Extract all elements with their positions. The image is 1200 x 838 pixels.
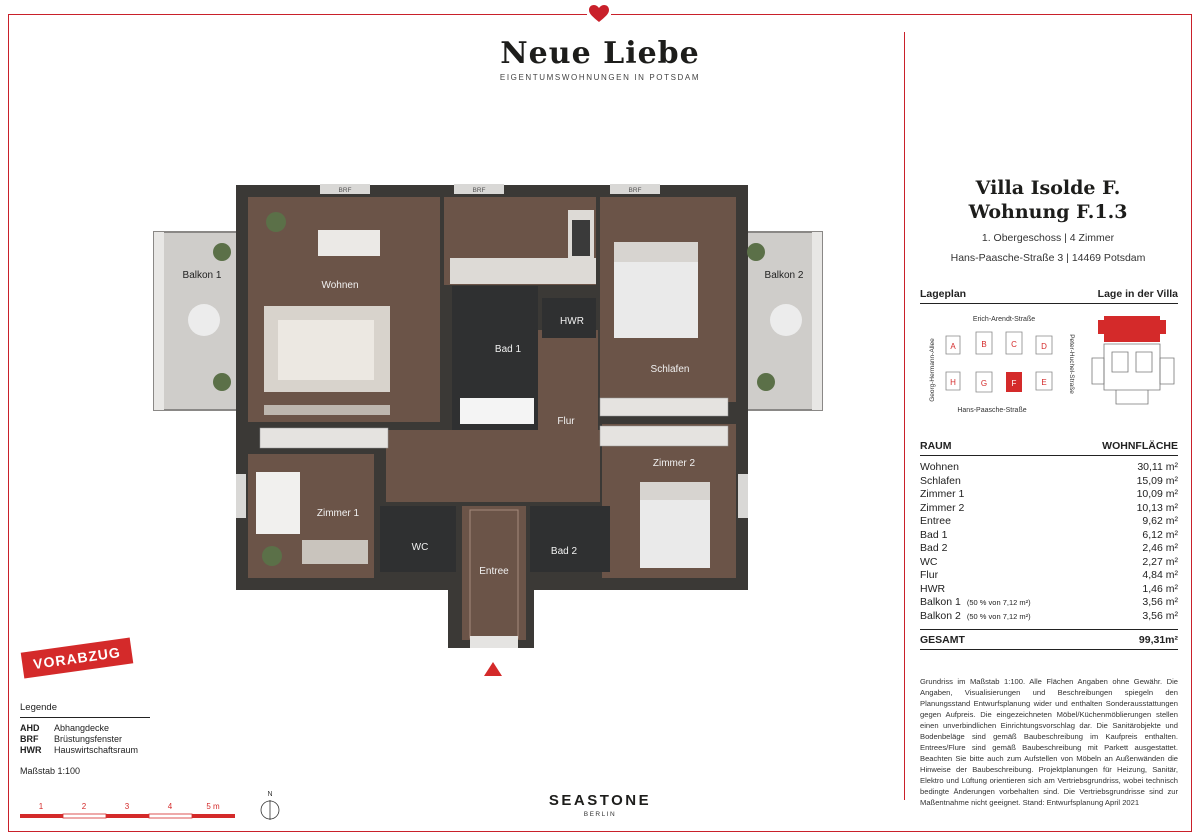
area-row	[920, 461, 1178, 475]
room-area: 15,09 m²	[1136, 474, 1178, 487]
room-name: Balkon 1	[920, 596, 961, 608]
room-label-zimmer2: Zimmer 2	[652, 458, 696, 469]
legend-text: Abhangdecke	[54, 723, 110, 733]
area-room	[920, 569, 938, 583]
room-label-balkon1: Balkon 1	[182, 270, 222, 281]
area-row	[920, 488, 1178, 502]
villa-label: B	[981, 340, 987, 349]
room-label-zimmer1: Zimmer 1	[316, 508, 360, 519]
area-room	[920, 515, 951, 529]
legend-item	[20, 745, 150, 756]
developer-name: SEASTONE	[548, 792, 652, 809]
divider-line	[904, 32, 905, 800]
brand-logo	[440, 36, 760, 82]
room-area: 30,11 m²	[1137, 461, 1178, 473]
room-label-balkon2: Balkon 2	[764, 270, 804, 281]
sideboard	[264, 405, 390, 415]
floor-plan	[148, 180, 838, 670]
legend-text: Brüstungsfenster	[54, 734, 123, 744]
couch-small	[302, 540, 368, 564]
scale-tick: 3	[124, 802, 130, 811]
room-label-wohnen: Wohnen	[321, 280, 359, 291]
room-area: 9,62 m²	[1142, 515, 1178, 527]
villa-label: A	[950, 342, 956, 351]
room-area: 10,09 m²	[1136, 488, 1178, 500]
bathtub	[460, 398, 534, 424]
area-row	[920, 569, 1178, 583]
area-room	[920, 596, 1031, 610]
legend	[20, 702, 150, 756]
room-name: Flur	[920, 569, 939, 581]
legend-title: Legende	[20, 702, 150, 718]
area-room	[920, 529, 947, 543]
scale-tick: 1	[38, 802, 44, 811]
villa-name: Villa Isolde F.	[975, 177, 1121, 199]
brand-title: Neue Liebe	[500, 36, 700, 71]
villa-label: H	[950, 378, 956, 387]
dining-table	[318, 230, 380, 256]
room-name: Bad 1	[920, 528, 948, 541]
room-area: 6,12 m²	[1142, 528, 1178, 541]
room-area: 10,13 m²	[1136, 501, 1178, 514]
vorabzug-stamp: VORABZUG	[21, 637, 134, 678]
legend-item	[20, 734, 150, 745]
street-bottom: Hans-Paasche-Straße	[957, 407, 1027, 414]
compass-n: N	[267, 791, 273, 798]
col-room: RAUM	[920, 440, 952, 452]
area-row	[920, 502, 1178, 516]
street-left: Georg-Hermann-Allee	[929, 338, 936, 402]
room-note: (50 % von 7,12 m²)	[966, 611, 1031, 621]
room-name: Zimmer 1	[920, 488, 965, 500]
area-room	[920, 502, 964, 516]
room-area: 4,84 m²	[1142, 569, 1178, 581]
room-label-bad2: Bad 2	[550, 546, 578, 557]
room-name: Entree	[920, 515, 951, 527]
legend-text: Hauswirtschaftsraum	[54, 745, 139, 755]
room-label-hwr: HWR	[560, 316, 584, 327]
entrance-arrow-icon	[484, 662, 502, 681]
scale-tick: 5 m	[206, 802, 220, 811]
villa-label: C	[1011, 340, 1017, 349]
area-row	[920, 475, 1178, 489]
brand-subtitle: EIGENTUMSWOHNUNGEN IN POTSDAM	[499, 73, 701, 82]
area-room	[920, 461, 959, 475]
area-room	[920, 610, 1031, 624]
villa-label: F	[1011, 379, 1017, 388]
area-row	[920, 556, 1178, 570]
area-row	[920, 596, 1178, 610]
developer-city: BERLIN	[583, 811, 617, 818]
area-room	[920, 475, 961, 489]
heart-icon	[587, 4, 611, 24]
room-label-bad1: Bad 1	[494, 344, 522, 355]
developer-logo	[520, 792, 680, 818]
villa-label: D	[1041, 342, 1047, 351]
street-right: Peter-Huchel-Straße	[1068, 334, 1075, 394]
room-name: Zimmer 2	[920, 501, 965, 514]
room-area: 3,56 m²	[1142, 609, 1178, 622]
scale-bar	[20, 800, 240, 826]
scale-tick: 2	[81, 802, 87, 811]
street-top: Erich-Arendt-Straße	[972, 316, 1036, 323]
room-area: 2,27 m²	[1142, 555, 1178, 568]
legend-abbr: HWR	[20, 745, 42, 755]
brf-label: BRF	[472, 187, 486, 194]
scale-label: Maßstab 1:100	[20, 766, 81, 776]
room-label-entree: Entree	[479, 566, 509, 577]
wardrobe	[600, 426, 728, 446]
room-label-flur: Flur	[557, 416, 575, 427]
desk	[256, 472, 300, 534]
bad2-tiles	[530, 506, 610, 572]
legend-abbr: BRF	[20, 734, 39, 744]
wardrobe	[600, 398, 728, 416]
room-name: Bad 2	[920, 542, 948, 554]
scale-tick: 4	[167, 802, 173, 811]
site-plan	[920, 312, 1075, 422]
lageplan-label: Lageplan	[920, 288, 967, 300]
lageplan-header	[920, 288, 1178, 304]
total-row	[920, 629, 1178, 650]
area-row	[920, 583, 1178, 597]
room-name: Balkon 2	[920, 609, 961, 622]
unit-title	[912, 176, 1184, 264]
lage-villa-label: Lage in der Villa	[1097, 288, 1178, 300]
total-value: 99,31m²	[1138, 634, 1178, 646]
area-row	[920, 610, 1178, 624]
north-arrow-icon	[258, 788, 282, 824]
room-label-wc: WC	[411, 542, 429, 553]
col-area: WOHNFLÄCHE	[1102, 440, 1178, 452]
unit-name: Wohnung F.1.3	[968, 201, 1128, 223]
room-label-schlafen: Schlafen	[650, 364, 690, 375]
area-row	[920, 529, 1178, 543]
room-name: Schlafen	[920, 474, 961, 487]
room-area: 2,46 m²	[1142, 542, 1178, 554]
wardrobe	[260, 428, 388, 448]
flur-floor-2	[386, 430, 600, 502]
villa-label: G	[980, 379, 988, 388]
legend-abbr: AHD	[20, 723, 40, 733]
brf-label: BRF	[338, 187, 352, 194]
area-room	[920, 488, 964, 502]
room-area: 3,56 m²	[1142, 596, 1178, 608]
plant	[262, 546, 282, 566]
floor-info: 1. Obergeschoss | 4 Zimmer	[981, 232, 1115, 244]
room-note: (50 % von 7,12 m²)	[966, 598, 1031, 607]
area-room	[920, 583, 945, 597]
room-name: HWR	[920, 582, 946, 595]
disclaimer-text: Grundriss im Maßstab 1:100. Alle Flächen Angaben ohne Gewähr. Die Angaben, Visualisierungen und Beschreibungen spiegeln den Planungsstand Entwurfsplanung wider und enthalten Sonderausstattungen gegen Aufpreis. Die eingezeichneten Möbel/Küchenmöblierungen stellen einen unverbindlichen Einrichtungsvorschlag dar. Die Sanitärobjekte und Bodenbeläge sind gemäß Baubeschreibung im Kaufpreis enthalten. Entrees/Flure sind gemäß Baubeschreibung mit Parkett ausgestattet. Beachten Sie bitte auch zum Aufstellen von Möbeln an Außenwänden die Hinweise der Baubeschreibung. Projektplanungen für Heizung, Sanitär, Elektro und Lüftung orientieren sich am Vertriebsgrundriss, wobei technisch bedingte Änderungen vorbehalten sind. Die Vertriebsgrundrisse sind zur Maßentnahme nicht geeignet. Stand: Entwurfsplanung April 2021	[920, 677, 1178, 807]
villa-label: E	[1041, 378, 1047, 387]
area-room	[920, 542, 947, 556]
area-room	[920, 556, 938, 570]
address: Hans-Paasche-Straße 3 | 14469 Potsdam	[950, 252, 1146, 264]
area-row	[920, 542, 1178, 556]
total-label: GESAMT	[920, 634, 965, 646]
room-area: 1,46 m²	[1142, 582, 1178, 595]
room-name: Wohnen	[920, 461, 959, 473]
villa-position-diagram	[1088, 312, 1178, 412]
wc-tiles	[380, 506, 456, 572]
brf-label: BRF	[628, 187, 642, 194]
area-table	[920, 440, 1178, 650]
plant	[266, 212, 286, 232]
area-table-header	[920, 440, 1178, 456]
room-name: WC	[920, 555, 938, 568]
area-row	[920, 515, 1178, 529]
legend-item	[20, 723, 150, 734]
